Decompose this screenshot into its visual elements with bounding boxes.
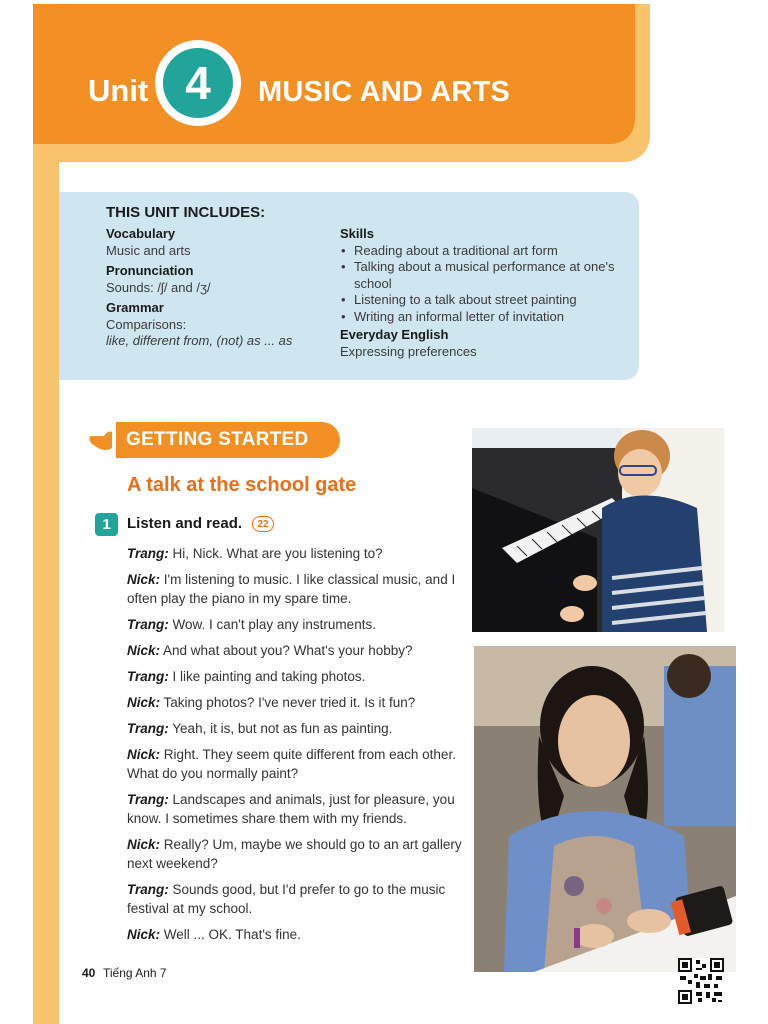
skills-list xyxy=(340,243,625,326)
skill-item: • Talking about a musical performance at one's school xyxy=(340,259,625,292)
skills-heading: Skills xyxy=(340,226,374,241)
photo-girl-painting xyxy=(474,646,736,972)
audio-track-icon[interactable]: 22 xyxy=(252,516,274,532)
everyday-english-text: Expressing preferences xyxy=(340,343,477,359)
dialogue-line: Nick: I'm listening to music. I like classical music, and I often play the piano in my spare time. xyxy=(127,572,456,606)
pronunciation-text: Sounds: /ʃ/ and /ʒ/ xyxy=(106,279,211,295)
includes-title: THIS UNIT INCLUDES: xyxy=(106,204,266,221)
vocabulary-text: Music and arts xyxy=(106,242,191,258)
page-number: 40 xyxy=(82,966,96,980)
book-title: Tiếng Anh 7 xyxy=(103,966,167,980)
unit-word: Unit xyxy=(88,73,149,108)
unit-number: 4 xyxy=(163,48,233,118)
grammar-text: Comparisons: xyxy=(106,316,187,332)
task-number: 1 xyxy=(95,513,118,536)
grammar-examples: like, different from, (not) as ... as xyxy=(106,333,293,348)
getting-started-label: GETTING STARTED xyxy=(116,422,340,458)
dialogue-line: Trang: Hi, Nick. What are you listening to? xyxy=(127,546,383,561)
dialogue-line: Trang: Landscapes and animals, just for pleasure, you know. I sometimes share them with my friends. xyxy=(127,792,455,826)
dialogue-line: Nick: Really? Um, maybe we should go to an art gallery next weekend? xyxy=(127,837,462,871)
dialogue-line: Nick: And what about you? What's your hobby? xyxy=(127,643,413,658)
dialogue-line: Trang: Yeah, it is, but not as fun as painting. xyxy=(127,721,393,736)
dialogue-line: Nick: Well ... OK. That's fine. xyxy=(127,927,301,942)
dialogue-line: Trang: I like painting and taking photos. xyxy=(127,669,366,684)
pronunciation-heading: Pronunciation xyxy=(106,263,194,278)
left-binding-strip xyxy=(33,160,59,1024)
qr-code-icon[interactable] xyxy=(678,958,724,1004)
skill-item: • Writing an informal letter of invitation xyxy=(340,309,625,326)
dialogue xyxy=(127,544,472,951)
includes-left-column xyxy=(106,226,331,350)
dialogue-line: Trang: Sounds good, but I'd prefer to go to the music festival at my school. xyxy=(127,882,446,916)
dialogue-line: Trang: Wow. I can't play any instruments. xyxy=(127,617,376,632)
photo-boy-playing-piano xyxy=(472,428,724,632)
grammar-heading: Grammar xyxy=(106,300,164,315)
pointing-hand-icon xyxy=(88,426,118,454)
everyday-english-heading: Everyday English xyxy=(340,327,449,342)
includes-right-column xyxy=(340,226,625,360)
dialogue-line: Nick: Right. They seem quite different from each other. What do you normally paint? xyxy=(127,747,456,781)
unit-title: MUSIC AND ARTS xyxy=(258,76,510,108)
dialogue-line: Nick: Taking photos? I've never tried it. Is it fun? xyxy=(127,695,416,710)
task-instruction: Listen and read. xyxy=(127,515,243,532)
skill-item: • Listening to a talk about street painting xyxy=(340,292,625,309)
skill-item: • Reading about a traditional art form xyxy=(340,243,625,260)
section-title: A talk at the school gate xyxy=(127,474,357,496)
vocabulary-heading: Vocabulary xyxy=(106,226,176,241)
